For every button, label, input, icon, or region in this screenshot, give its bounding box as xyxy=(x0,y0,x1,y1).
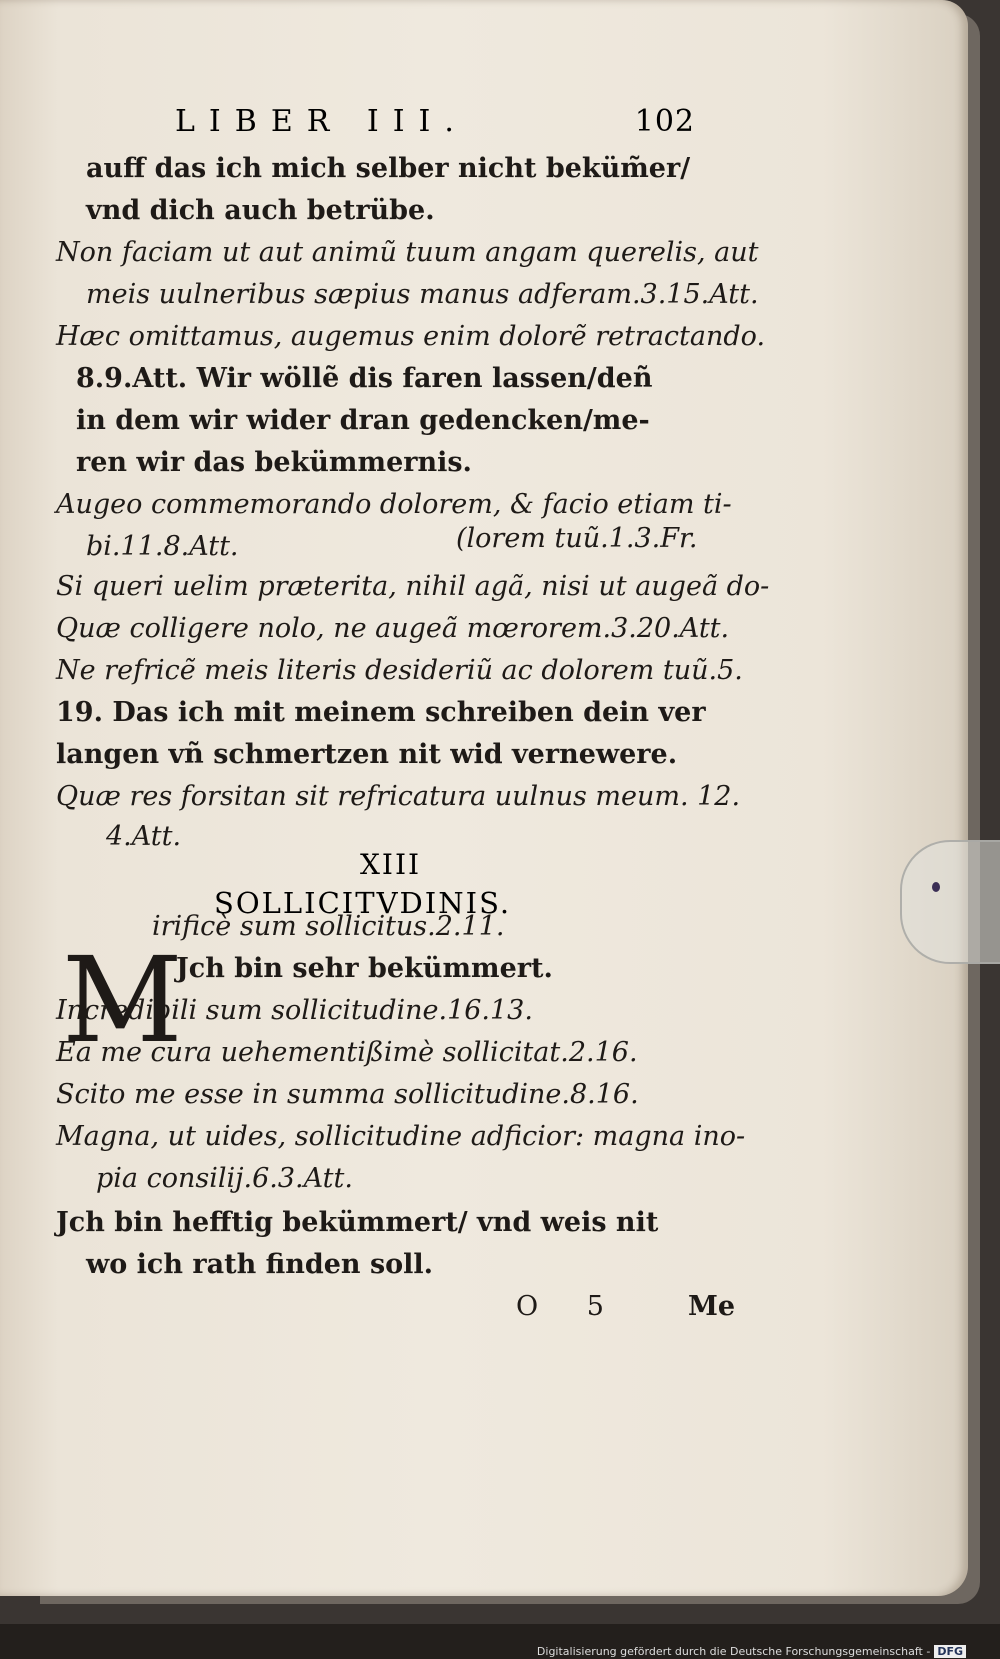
text-line: bi.11.8.Att. xyxy=(86,531,239,562)
text-line: Magna, ut uides, sollicitudine adficior: magna ino- xyxy=(56,1121,746,1152)
page-clip xyxy=(900,840,1000,964)
text-line: meis uulneribus sæpius manus adferam.3.15.Att. xyxy=(86,279,759,310)
header-title: LIBER III. xyxy=(175,104,468,139)
text-line: Incredibili sum sollicitudine.16.13. xyxy=(56,995,533,1026)
text-line: Non faciam ut aut animũ tuum angam querelis, aut xyxy=(56,237,759,268)
text-line: 4.Att. xyxy=(106,821,182,852)
text-line: Quæ res forsitan sit refricatura uulnus meum. 12. xyxy=(56,781,741,812)
text-line: Ea me cura uehementißimè sollicitat.2.16. xyxy=(56,1037,638,1068)
text-line: Jch bin hefftig bekümmert/ vnd weis nit xyxy=(56,1207,659,1238)
text-line: Scito me esse in summa sollicitudine.8.16. xyxy=(56,1079,639,1110)
section-title: SOLLICITVDINIS. xyxy=(214,886,512,920)
credit-text: Digitalisierung gefördert durch die Deutsche Forschungsgemeinschaft - xyxy=(536,1645,931,1658)
signature-mark: O 5 xyxy=(516,1291,624,1322)
text-line: (lorem tuũ.1.3.Fr. xyxy=(456,523,698,554)
text-line: 8.9.Att. Wir wöllẽ dis faren lassen/deñ xyxy=(76,363,653,394)
text-line: irificè sum sollicitus.2.11. xyxy=(152,911,505,942)
text-line: Quæ colligere nolo, ne augeã mœrorem.3.20.Att. xyxy=(56,613,730,644)
drop-capital: M xyxy=(62,931,183,1069)
text-line: 19. Das ich mit meinem schreiben dein ver xyxy=(56,697,706,728)
dfg-logo: DFG xyxy=(934,1645,966,1658)
text-line: ren wir das bekümmernis. xyxy=(76,447,472,478)
text-line: auff das ich mich selber nicht beküm̃er/ xyxy=(86,153,691,184)
digitization-credit xyxy=(537,1645,966,1658)
page-number: 102 xyxy=(634,104,695,139)
text-line: Ne refricẽ meis literis desideriũ ac dolorem tuũ.5. xyxy=(56,655,743,686)
text-line: pia consilij.6.3.Att. xyxy=(96,1163,353,1194)
catchword: Me xyxy=(688,1291,736,1322)
text-line: langen vñ schmertzen nit wid vernewere. xyxy=(56,739,678,770)
text-line: Augeo commemorando dolorem, & facio etiam ti- xyxy=(56,489,732,520)
text-line: Jch bin sehr bekümmert. xyxy=(176,953,553,984)
text-line: vnd dich auch betrübe. xyxy=(86,195,435,226)
text-line: in dem wir wider dran gedencken/me- xyxy=(76,405,650,436)
text-line: wo ich rath finden soll. xyxy=(86,1249,434,1280)
section-number: XIII xyxy=(360,848,422,881)
clip-dot xyxy=(932,882,940,892)
text-line: Si queri uelim præterita, nihil agã, nisi ut augeã do- xyxy=(56,571,770,602)
text-line: Hæc omittamus, augemus enim dolorẽ retractando. xyxy=(56,321,766,352)
running-header xyxy=(175,104,695,146)
